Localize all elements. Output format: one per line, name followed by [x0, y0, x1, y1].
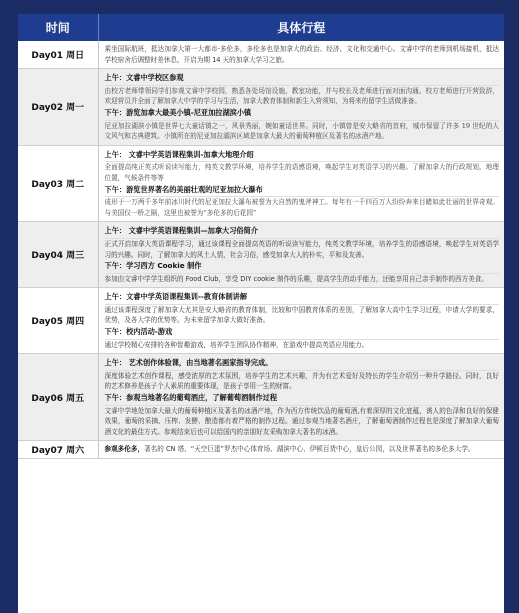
session-description: [105, 305, 500, 326]
day-schedule: [98, 222, 504, 288]
day-schedule: [98, 288, 504, 354]
description-text: 由校方老师带领同学们参观文睿中学校园，熟悉各处场馆设施，教室功能，并与校长及老师进行面对面沟通。校方老师进行开营致辞，欢迎营员并全面了解加拿大中学的学习与生活，加拿大教育体制和新生入营须知，为将来的留学生活做准备。: [104, 86, 499, 106]
session-title: 下午：参观当地著名的葡萄酒庄，了解葡萄酒制作过程: [105, 392, 500, 406]
table-row: [18, 222, 504, 288]
session-title: 上午： 文睿中学英语课程集训—加拿大习俗简介: [105, 225, 500, 239]
day-label: Day02 周一: [18, 69, 98, 146]
itinerary-sheet: [18, 14, 504, 613]
session-description: [105, 444, 500, 455]
day-schedule: [98, 354, 504, 441]
day-label: Day01 周日: [18, 41, 98, 69]
session-description: [105, 239, 500, 260]
day-schedule: [98, 41, 504, 69]
table-row: [18, 41, 504, 69]
day-schedule: [98, 69, 504, 146]
day-schedule: [98, 145, 504, 222]
description-text: 成形于一万两千多年前冰川时代的尼亚加拉大瀑布被誉为大自然的鬼斧神工。每年有一千四百万人纷纷奔来目睹如此壮丽的世界奇观。与美国仅一桥之隔，这里也被誉为“多伦多的后花园”: [104, 198, 499, 217]
session-description: [105, 197, 500, 218]
table-row: [18, 69, 504, 146]
session-title: 上午：文睿中学英语课程集训--教育体制讲解: [105, 291, 500, 305]
session-title: 下午：校内活动-游戏: [105, 326, 500, 340]
description-text: 正式开启加拿大英语课程学习，通过该课程全面提高英语的听说读写能力，纯英文教学环境，培养学生的语感语境，唤起学生对英语学习的兴趣。同时，了解加拿大的风土人情，社会习俗，感受加拿大人的朴实，平和及友善。: [104, 239, 499, 259]
itinerary-table: [18, 14, 504, 459]
description-text: 著名的 CN 塔、“天空巨蛋”罗杰中心体育场、湖滨中心、伊顿百货中心，皇后公园，以及世界著名的多伦多大学。: [144, 445, 475, 454]
day-label: Day07 周六: [18, 441, 98, 459]
table-row: [18, 354, 504, 441]
day-label: Day03 周二: [18, 145, 98, 222]
header-itinerary: 具体行程: [98, 14, 504, 41]
header-time: 时间: [18, 14, 98, 41]
session-description: [105, 406, 500, 438]
description-lead: 参观多伦多，: [104, 445, 145, 454]
day-label: Day05 周四: [18, 288, 98, 354]
itinerary-rows: [18, 41, 504, 459]
table-row: [18, 288, 504, 354]
description-text: 全面提高纯正英式听说读写能力，纯英文教学环境，培养学生的语感语境，唤起学生对英语学习的兴趣。了解加拿大的行政规划，地理位置，气候条件等等: [104, 163, 499, 182]
description-text: 通过学校精心安排的各种智趣游戏，培养学生团队协作精神，在游戏中提高英语应用能力。: [104, 340, 369, 349]
session-description: [105, 121, 500, 142]
session-description: [105, 371, 500, 392]
session-description: [105, 162, 500, 183]
day-label: Day04 周三: [18, 222, 98, 288]
description-text: 参加由文睿中学学生组织的 Food Club，享受 DIY cookie 制作的乐趣，提高学生的动手能力，还能享用自己亲手制作的西方美食。: [104, 274, 488, 283]
table-row: [18, 145, 504, 222]
description-text: 乘坐国际航班，抵达加拿大第一大都市-多伦多，多伦多也是加拿大的政治、经济、文化和交通中心。文睿中学的老师到机场接机，抵达学校宿舍后调整时差休息，开启为期 14 天的加拿大学习之旅。: [104, 45, 499, 64]
session-title: 上午： 文睿中学英语课程集训-加拿大地理介绍: [105, 149, 500, 163]
description-text: 文睿中学地处加拿大最大的葡萄种植区及著名的冰酒产地，作为西方传统饮品的葡萄酒,有着深厚的文化底蕴，诱人的色泽和良好的保健效果，葡萄的采摘、压榨、发酵、酿造都有着严格的制作过程。通过参观当地著名酒庄，了解葡萄酒制作过程也是深度了解加拿大葡萄酒文化的最佳方式。参观结束后也可以给国内的亲朋好友采购加拿大著名的冰酒。: [104, 406, 499, 436]
description-text: 深度体验艺术创作课程，感受浓厚的艺术氛围，培养学生的艺术兴趣，并为有艺术爱好及特长的学生介绍另一种升学路径。同时，良好的艺术修养是孩子个人素质的重要体现，是孩子享用一生的财富。: [104, 371, 499, 391]
day-schedule: [98, 441, 504, 459]
session-title: 上午： 艺术创作体验课，由当地著名画家指导完成。: [105, 357, 500, 371]
session-description: [105, 86, 500, 107]
session-description: [105, 44, 500, 65]
session-description: [105, 340, 500, 351]
session-title: 下午：游览世界著名的美丽壮观的尼亚加拉大瀑布: [105, 184, 500, 198]
session-title: 上午：文睿中学校区参观: [105, 72, 500, 86]
table-row: [18, 441, 504, 459]
session-title: 下午：游览加拿大最美小镇-尼亚加拉湖滨小镇: [105, 107, 500, 121]
day-label: Day06 周五: [18, 354, 98, 441]
session-title: 下午：学习西方 Cookie 制作: [105, 260, 500, 274]
description-text: 尼亚加拉湖滨小镇是世界七大童话镇之一，风景秀丽，婉如童话世界。同时，小镇曾是安大略省的首府，城市保留了许多 19 世纪的人文风气和古典建筑。小镇所在的尼亚加拉湖滨区域是加拿大最大的葡萄种植区及著名的冰酒产地。: [104, 121, 499, 141]
table-header-row: [18, 14, 504, 41]
session-description: [105, 274, 500, 285]
description-text: 通过该课程深度了解加拿大尤其是安大略省的教育体制，比较和中国教育体系的差别，了解加拿大高中生学习过程，申请大学的要求，优势，及各大学的优势等。为未来留学加拿大做好准备。: [104, 305, 499, 325]
